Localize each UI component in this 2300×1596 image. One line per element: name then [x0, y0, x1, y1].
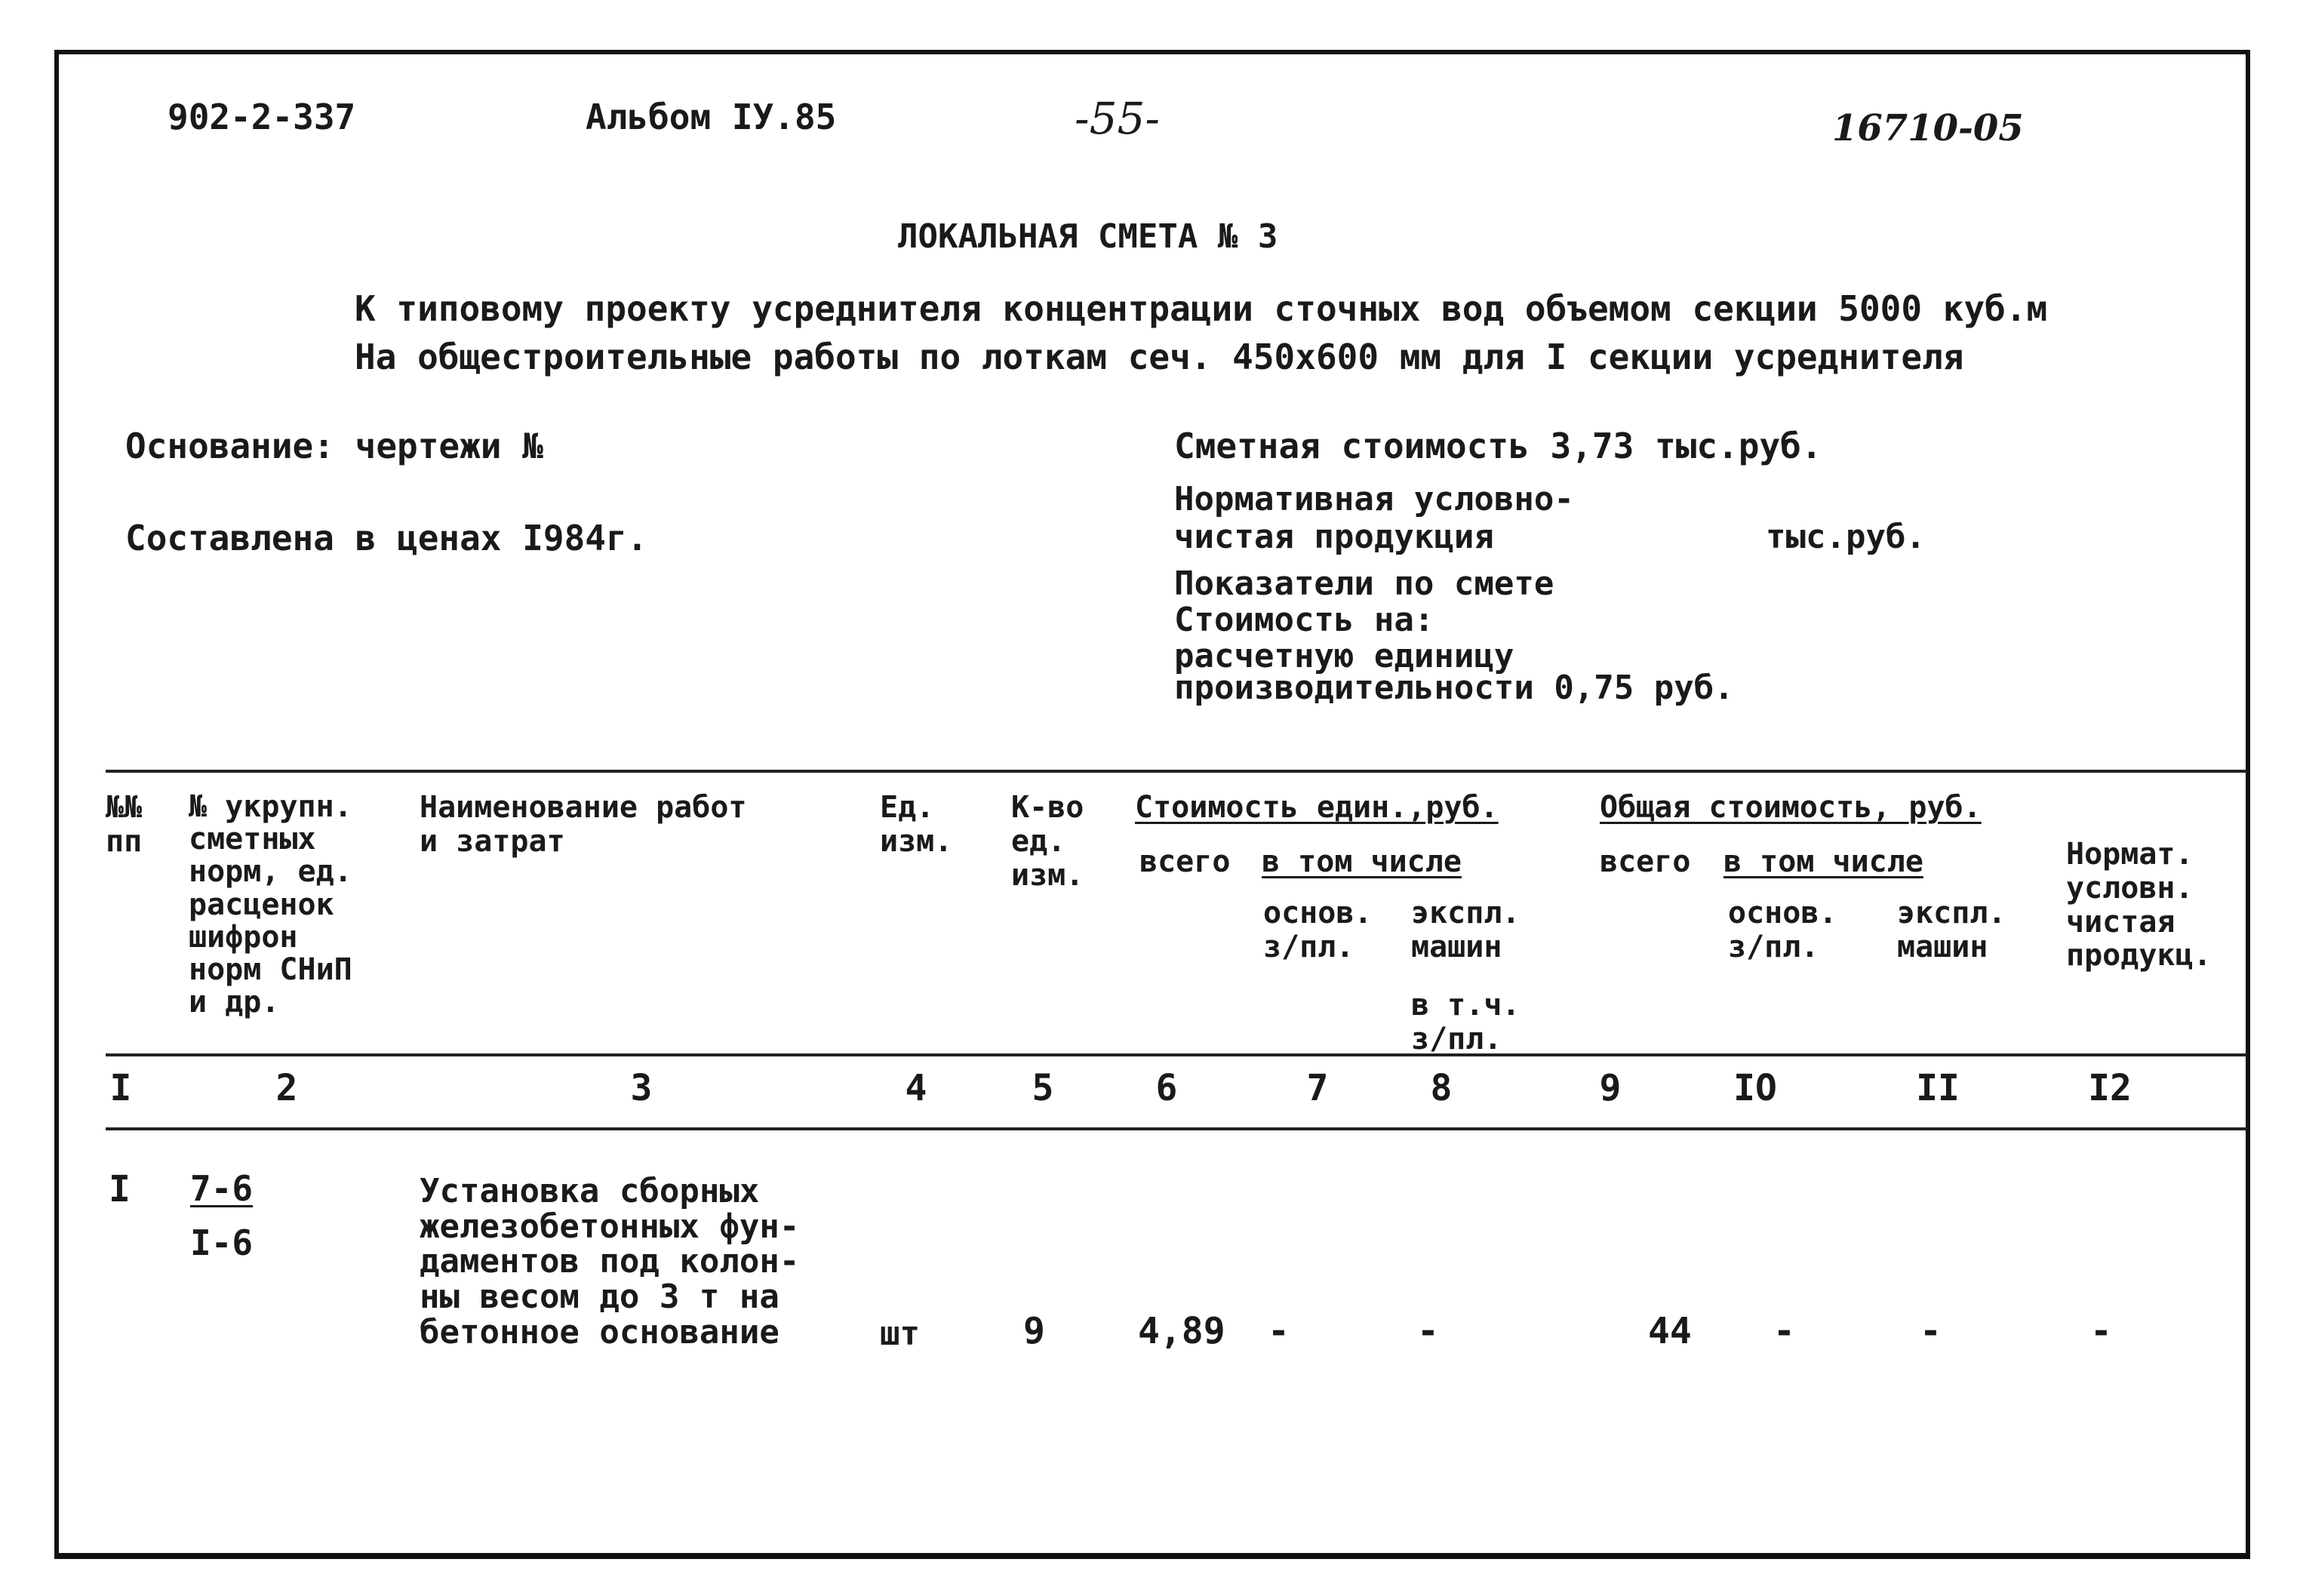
- header-number: №№ пп: [106, 790, 143, 859]
- project-code: 902-2-337: [168, 97, 356, 137]
- header-quantity: К-во ед. изм.: [1011, 790, 1084, 893]
- row-quantity: 9: [1023, 1310, 1045, 1352]
- subtitle-line-1: К типовому проекту усреднителя концентрации сточных вод объемом секции 5000 куб.м: [355, 288, 2048, 329]
- normative-line-2: чистая продукция: [1174, 518, 1494, 556]
- row-number: I: [109, 1168, 131, 1210]
- album-label: Альбом IУ.85: [586, 97, 837, 137]
- header-total-machines: экспл. машин: [1897, 896, 2006, 964]
- header-unit-machines: экспл. машин: [1411, 896, 1521, 964]
- col-number: 2: [275, 1067, 298, 1109]
- col-number: IO: [1733, 1067, 1777, 1109]
- header-total-incl: в том числе: [1723, 844, 1923, 879]
- header-unit-machines-wage: в т.ч. з/пл.: [1411, 988, 1521, 1056]
- header-name: Наименование работ и затрат: [420, 790, 747, 859]
- table-header-rule: [106, 1053, 2247, 1056]
- row-normative: -: [2090, 1310, 2112, 1352]
- normative-line-1: Нормативная условно-: [1174, 480, 1574, 518]
- page-title: ЛОКАЛЬНАЯ СМЕТА № 3: [898, 217, 1278, 256]
- normative-unit: тыс.руб.: [1766, 518, 1926, 556]
- col-number: 3: [630, 1067, 653, 1109]
- indicators-line-3: расчетную единицу: [1174, 637, 1514, 675]
- header-total-total: всего: [1600, 844, 1691, 879]
- header-unit: Ед. изм.: [880, 790, 953, 859]
- header-total-cost: Общая стоимость, руб.: [1600, 790, 1982, 825]
- header-unit-cost: Стоимость един.,руб.: [1135, 790, 1499, 825]
- table-top-rule: [106, 770, 2247, 773]
- header-total-wage: основ. з/пл.: [1728, 896, 1837, 964]
- header-unit-total: всего: [1139, 844, 1231, 879]
- prices-text: Составлена в ценах I984г.: [125, 518, 648, 558]
- row-unit: шт: [880, 1315, 920, 1353]
- row-code-bottom: I-6: [190, 1222, 254, 1263]
- col-number: 9: [1599, 1067, 1622, 1109]
- subtitle-line-2: На общестроительные работы по лоткам сеч. 450х600 мм для I секции усреднителя: [355, 337, 1964, 377]
- row-total-machines: -: [1920, 1310, 1942, 1352]
- col-number: II: [1916, 1067, 1960, 1109]
- header-code: № укрупн. сметных норм, ед. расценок шифрон норм СНиП и др.: [189, 789, 352, 1020]
- row-total: 44: [1648, 1310, 1692, 1352]
- col-number: 4: [905, 1067, 927, 1109]
- table-colnum-rule: [106, 1127, 2247, 1130]
- row-unit-wage: -: [1268, 1310, 1290, 1352]
- indicators-line-1: Показатели по смете: [1174, 564, 1554, 603]
- col-number: 8: [1430, 1067, 1453, 1109]
- row-code-top: 7-6: [190, 1168, 254, 1209]
- header-unit-wage: основ. з/пл.: [1263, 896, 1373, 964]
- estimated-cost: Сметная стоимость 3,73 тыс.руб.: [1174, 426, 1822, 466]
- row-work-name: Установка сборных железобетонных фун- даментов под колон- ны весом до 3 т на бетонное основание: [420, 1172, 800, 1352]
- row-unit-machines: -: [1417, 1310, 1439, 1352]
- indicators-line-4: производительности 0,75 руб.: [1174, 669, 1734, 707]
- page-number: -55-: [1075, 93, 1160, 144]
- col-number: I: [109, 1067, 132, 1109]
- row-total-wage: -: [1773, 1310, 1795, 1352]
- col-number: 6: [1155, 1067, 1178, 1109]
- header-normative: Нормат. условн. чистая продукц.: [2066, 837, 2212, 973]
- basis-text: Основание: чертежи №: [125, 426, 543, 466]
- indicators-line-2: Стоимость на:: [1174, 601, 1434, 639]
- col-number: 5: [1032, 1067, 1054, 1109]
- col-number: I2: [2088, 1067, 2132, 1109]
- row-unit-total: 4,89: [1138, 1310, 1225, 1352]
- sheet-number: 16710-05: [1832, 107, 2024, 149]
- header-unit-incl: в том числе: [1262, 844, 1462, 879]
- col-number: 7: [1306, 1067, 1329, 1109]
